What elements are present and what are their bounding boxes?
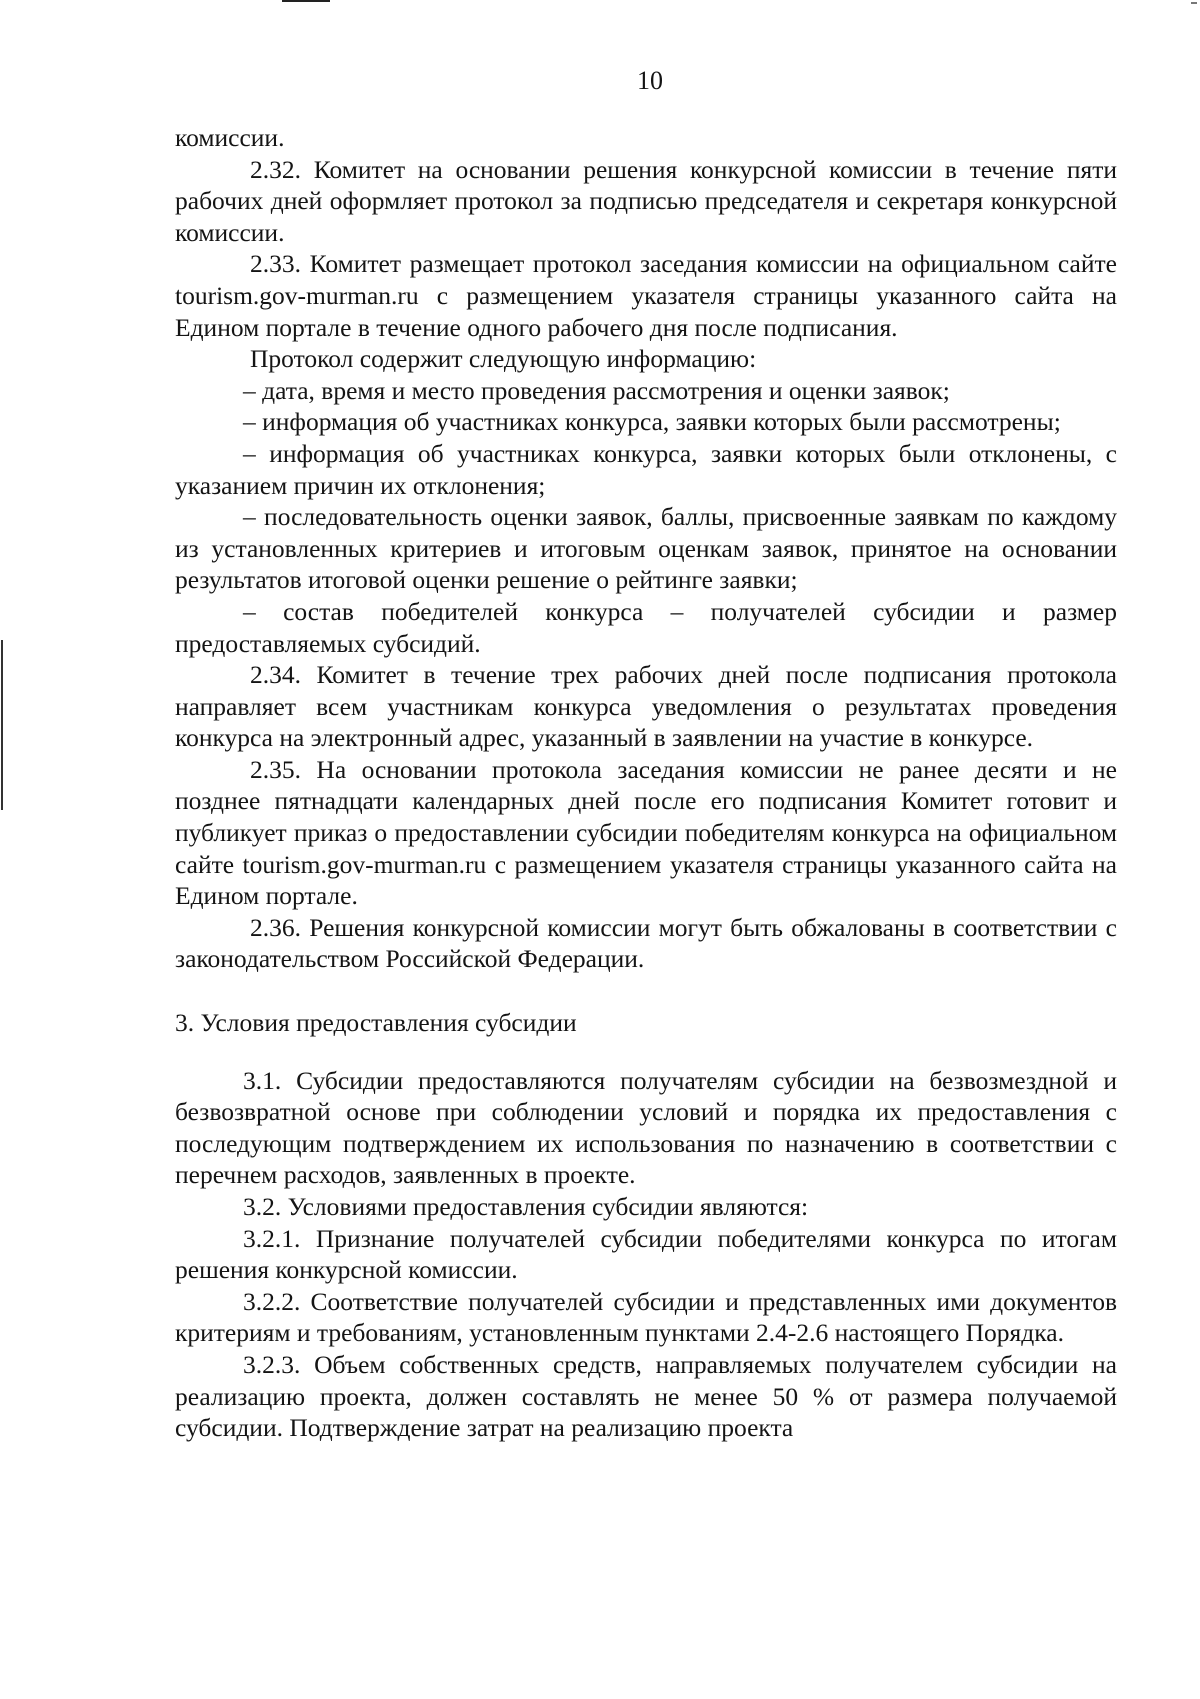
paragraph-continuation: комиссии. xyxy=(175,123,285,152)
paragraph-3-2-2: 3.2.2. Соответствие получателей субсидии и представленных ими документов критериям и требованиям, установленным пунктами 2.4-2.6 настоящего Порядка. xyxy=(175,1286,1117,1348)
paragraph-protocol-intro: Протокол содержит следующую информацию: xyxy=(250,344,757,374)
list-item-rejected-participants: – информация об участниках конкурса, заявки которых были отклонены, с указанием причин их отклонения; xyxy=(175,438,1117,500)
paragraph-2-33: 2.33. Комитет размещает протокол заседания комиссии на официальном сайте tourism.gov-murman.ru с размещением указателя страницы указанного сайта на Едином портале в течение одного рабочего дня после подписания. xyxy=(175,249,1117,342)
paragraph-3-2-3: 3.2.3. Объем собственных средств, направляемых получателем субсидии на реализацию проекта, должен составлять не менее 50 % от размера получаемой субсидии. Подтверждение затрат на реализацию проекта xyxy=(175,1349,1117,1443)
paragraph-3-2: 3.2. Условиями предоставления субсидии являются: xyxy=(243,1192,809,1221)
paragraph-2-34: 2.34. Комитет в течение трех рабочих дней после подписания протокола направляет всем участникам конкурса уведомления о результатах проведения конкурса на электронный адрес, указанный в заявлении на участие в конкурсе. xyxy=(175,660,1117,753)
list-item-evaluation-sequence: – последовательность оценки заявок, баллы, присвоенные заявкам по каждому из установленных критериев и итоговым оценкам заявок, принятое на основании результатов итоговой оценки решение о рейтинге заявки; xyxy=(175,502,1117,595)
list-item-reviewed-participants: – информация об участниках конкурса, заявки которых были рассмотрены; xyxy=(243,407,1061,437)
paragraph-2-32: 2.32. Комитет на основании решения конкурсной комиссии в течение пяти рабочих дней оформляет протокол за подписью председателя и секретаря конкурсной комиссии. xyxy=(175,154,1117,247)
page-number: 10 xyxy=(637,66,663,95)
scan-artifact-right xyxy=(1191,2,1197,4)
document-body xyxy=(175,122,1117,1444)
paragraph-3-1: 3.1. Субсидии предоставляются получателям субсидии на безвозмездной и безвозвратной основе при соблюдении условий и порядка их предоставления с последующим подтверждением их использования по назначению в соответствии с перечнем расходов, заявленных в проекте. xyxy=(175,1065,1117,1190)
section-title: 3. Условия предоставления субсидии xyxy=(175,1008,577,1038)
list-item-winners: – состав победителей конкурса – получателей субсидии и размер предоставляемых субсидий. xyxy=(175,596,1117,658)
scan-artifact-left xyxy=(1,640,3,810)
paragraph-3-2-1: 3.2.1. Признание получателей субсидии победителями конкурса по итогам решения конкурсной комиссии. xyxy=(175,1223,1117,1285)
paragraph-2-36: 2.36. Решения конкурсной комиссии могут быть обжалованы в соответствии с законодательством Российской Федерации. xyxy=(175,912,1117,974)
paragraph-2-35: 2.35. На основании протокола заседания комиссии не ранее десяти и не позднее пятнадцати календарных дней после его подписания Комитет готовит и публикует приказ о предоставлении субсидии победителям конкурса на официальном сайте tourism.gov-murman.ru с размещением указателя страницы указанного сайта на Едином портале. xyxy=(175,754,1117,911)
scan-artifact-top xyxy=(282,0,330,2)
list-item-date-time: – дата, время и место проведения рассмотрения и оценки заявок; xyxy=(243,375,950,405)
